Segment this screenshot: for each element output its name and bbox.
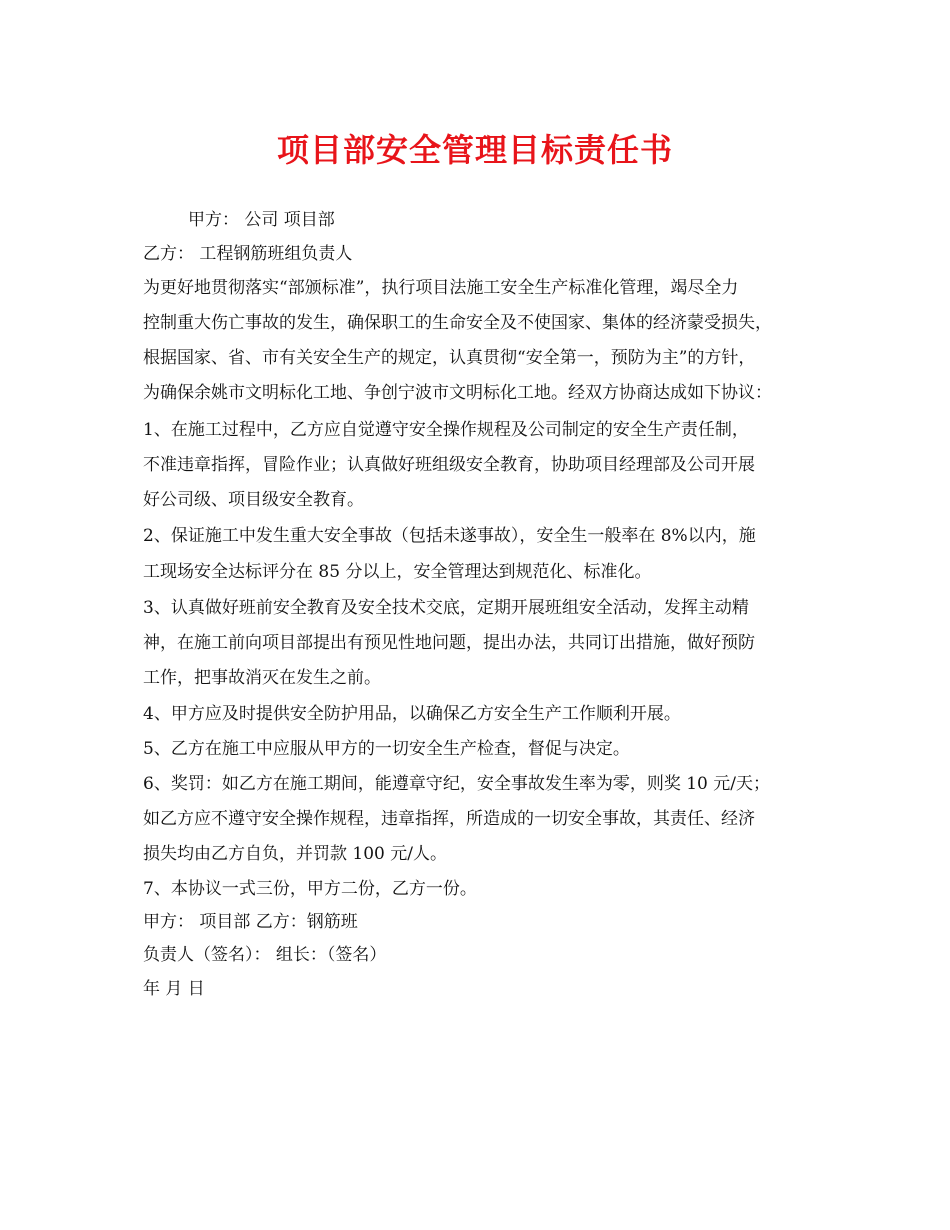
clause-line: 7、本协议一式三份，甲方二份，乙方一份。 [143, 879, 477, 899]
clause-line: 损失均由乙方自负，并罚款 100 元/人。 [143, 844, 447, 864]
body-line: 为更好地贯彻落实“部颁标准”，执行项目法施工安全生产标准化管理，竭尽全力 [143, 278, 739, 298]
body-line: 根据国家、省、市有关安全生产的规定，认真贯彻“安全第一，预防为主”的方针， [143, 348, 756, 368]
body-line: 控制重大伤亡事故的发生，确保职工的生命安全及不使国家、集体的经济蒙受损失， [143, 313, 772, 333]
signature-names-line: 负责人（签名）： 组长：（签名） [143, 945, 387, 965]
clause-line: 工现场安全达标评分在 85 分以上，安全管理达到规范化、标准化。 [143, 562, 652, 582]
date-line: 年 月 日 [143, 979, 205, 999]
party-b-line: 乙方： 工程钢筋班组负责人 [143, 244, 353, 264]
clause-line: 2、保证施工中发生重大安全事故（包括未遂事故），安全生一般率在 8%以内，施 [143, 526, 756, 546]
clause-line: 1、在施工过程中，乙方应自觉遵守安全操作规程及公司制定的安全生产责任制， [143, 420, 749, 440]
clause-line: 神，在施工前向项目部提出有预见性地问题，提出办法，共同订出措施，做好预防 [143, 633, 755, 653]
clause-line: 好公司级、项目级安全教育。 [143, 490, 364, 510]
clause-line: 5、乙方在施工中应服从甲方的一切安全生产检查，督促与决定。 [143, 739, 630, 759]
clause-line: 6、奖罚：如乙方在施工期间，能遵章守纪，安全事故发生率为零，则奖 10 元/天； [143, 774, 770, 794]
clause-line: 工作，把事故消灭在发生之前。 [143, 668, 381, 688]
clause-line: 4、甲方应及时提供安全防护用品，以确保乙方安全生产工作顺利开展。 [143, 704, 681, 724]
document-title: 项目部安全管理目标责任书 [276, 131, 673, 169]
clause-line: 如乙方应不遵守安全操作规程，违章指挥，所造成的一切安全事故，其责任、经济 [143, 809, 755, 829]
signature-parties-line: 甲方： 项目部 乙方：钢筋班 [143, 912, 358, 932]
clause-line: 不准违章指挥，冒险作业；认真做好班组级安全教育，协助项目经理部及公司开展 [143, 455, 755, 475]
party-a-line: 甲方： 公司 项目部 [188, 210, 335, 230]
body-line: 为确保余姚市文明标化工地、争创宁波市文明标化工地。经双方协商达成如下协议： [143, 383, 772, 403]
clause-line: 3、认真做好班前安全教育及安全技术交底，定期开展班组安全活动，发挥主动精 [143, 598, 749, 618]
